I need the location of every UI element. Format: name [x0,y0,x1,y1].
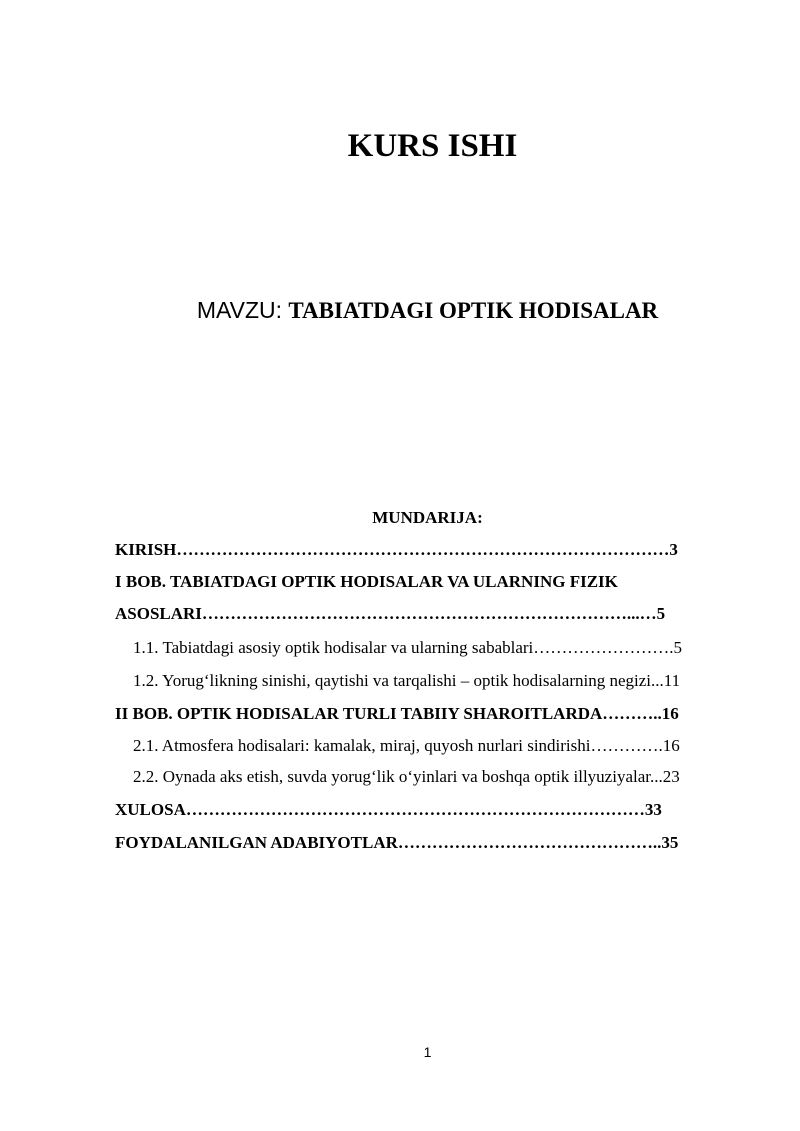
page-number: 1 [423,1044,432,1060]
toc-entry-section-1-1: 1.1. Tabiatdagi asosiy optik hodisalar va ularning sabablari…………………….5 [133,638,683,657]
toc-heading: MUNDARIJA: [372,508,483,527]
toc-entry-section-1-2: 1.2. Yorug‘likning sinishi, qaytishi va tarqalishi – optik hodisalarning negizi...11 [133,671,681,690]
topic-title: TABIATDAGI OPTIK HODISALAR [288,298,659,323]
topic-line [0,294,800,327]
toc-entry-xulosa: XULOSA………………………………………………………………………33 [115,800,662,819]
toc-entry-section-2-2: 2.2. Oynada aks etish, suvda yorug‘lik o‘yinlari va boshqa optik illyuziyalar...23 [133,767,680,786]
toc-entry-section-2-1: 2.1. Atmosfera hodisalari: kamalak, miraj, quyosh nurlari sindirishi………….16 [133,736,680,755]
toc-entry-references: FOYDALANILGAN ADABIYOTLAR………………………………………..35 [115,833,679,852]
topic-prefix: MAVZU: [196,297,289,323]
toc-entry-kirish: KIRISH……………………………………………………………………………3 [115,540,678,559]
toc-entry-chapter-1-line-2: ASOSLARI…………………………………………………………………...…5 [115,604,666,623]
document-title: KURS ISHI [347,128,518,164]
toc-entry-chapter-2: II BOB. OPTIK HODISALAR TURLI TABIIY SHAROITLARDA………..16 [115,704,679,723]
toc-entry-chapter-1-line-1: I BOB. TABIATDAGI OPTIK HODISALAR VA ULARNING FIZIK [115,572,618,591]
